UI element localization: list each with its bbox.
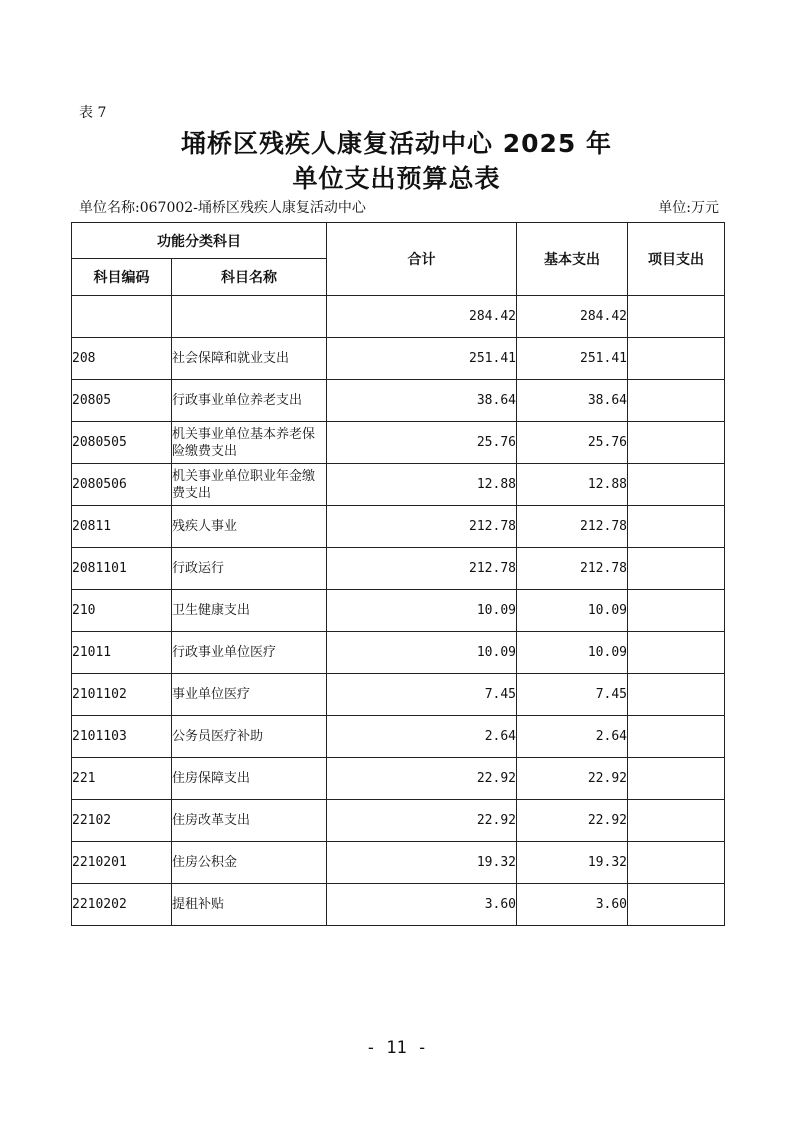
basic-expenditure-cell: 3.60 xyxy=(517,884,628,926)
table-row xyxy=(72,338,725,380)
header-total: 合计 xyxy=(327,223,517,296)
subject-code-cell xyxy=(72,296,172,338)
unit-info-line xyxy=(79,197,719,217)
total-cell: 3.60 xyxy=(327,884,517,926)
basic-expenditure-cell: 38.64 xyxy=(517,380,628,422)
subject-name-cell: 住房保障支出 xyxy=(172,758,327,800)
basic-expenditure-cell: 7.45 xyxy=(517,674,628,716)
project-expenditure-cell xyxy=(628,422,725,464)
header-subject-name: 科目名称 xyxy=(172,259,327,296)
table-row xyxy=(72,674,725,716)
subject-name-cell: 行政事业单位养老支出 xyxy=(172,380,327,422)
table-row xyxy=(72,548,725,590)
basic-expenditure-cell: 2.64 xyxy=(517,716,628,758)
subject-code-cell: 21011 xyxy=(72,632,172,674)
project-expenditure-cell xyxy=(628,548,725,590)
subject-code-cell: 2210201 xyxy=(72,842,172,884)
header-subject-code: 科目编码 xyxy=(72,259,172,296)
subject-code-cell: 2081101 xyxy=(72,548,172,590)
subject-code-cell: 221 xyxy=(72,758,172,800)
total-cell: 212.78 xyxy=(327,506,517,548)
project-expenditure-cell xyxy=(628,380,725,422)
table-row xyxy=(72,464,725,506)
budget-table xyxy=(71,222,725,926)
project-expenditure-cell xyxy=(628,506,725,548)
table-row xyxy=(72,884,725,926)
total-cell: 251.41 xyxy=(327,338,517,380)
document-title: 埇桥区残疾人康复活动中心 2025 年 xyxy=(181,129,612,158)
basic-expenditure-cell: 19.32 xyxy=(517,842,628,884)
subject-name-cell: 住房公积金 xyxy=(172,842,327,884)
basic-expenditure-cell: 284.42 xyxy=(517,296,628,338)
basic-expenditure-cell: 12.88 xyxy=(517,464,628,506)
unit-name: 单位名称:067002-埇桥区残疾人康复活动中心 xyxy=(79,200,366,216)
subject-name-cell: 行政运行 xyxy=(172,548,327,590)
project-expenditure-cell xyxy=(628,800,725,842)
basic-expenditure-cell: 10.09 xyxy=(517,590,628,632)
table-row xyxy=(72,716,725,758)
subject-code-cell: 2080506 xyxy=(72,464,172,506)
total-cell: 19.32 xyxy=(327,842,517,884)
subject-code-cell: 2080505 xyxy=(72,422,172,464)
subject-code-cell: 2101103 xyxy=(72,716,172,758)
basic-expenditure-cell: 212.78 xyxy=(517,506,628,548)
subject-code-cell: 2101102 xyxy=(72,674,172,716)
basic-expenditure-cell: 22.92 xyxy=(517,758,628,800)
document-subtitle: 单位支出预算总表 xyxy=(292,164,501,193)
project-expenditure-cell xyxy=(628,884,725,926)
header-basic-expenditure: 基本支出 xyxy=(517,223,628,296)
basic-expenditure-cell: 22.92 xyxy=(517,800,628,842)
subject-name-cell: 机关事业单位基本养老保险缴费支出 xyxy=(172,422,327,464)
project-expenditure-cell xyxy=(628,464,725,506)
total-cell: 10.09 xyxy=(327,632,517,674)
total-cell: 212.78 xyxy=(327,548,517,590)
total-cell: 22.92 xyxy=(327,800,517,842)
project-expenditure-cell xyxy=(628,716,725,758)
table-row xyxy=(72,422,725,464)
table-row xyxy=(72,590,725,632)
total-cell: 2.64 xyxy=(327,716,517,758)
table-row xyxy=(72,296,725,338)
subject-name-cell: 提租补贴 xyxy=(172,884,327,926)
table-row xyxy=(72,842,725,884)
subject-code-cell: 22102 xyxy=(72,800,172,842)
table-row xyxy=(72,632,725,674)
project-expenditure-cell xyxy=(628,296,725,338)
currency-unit: 单位:万元 xyxy=(658,200,719,216)
subject-code-cell: 210 xyxy=(72,590,172,632)
project-expenditure-cell xyxy=(628,590,725,632)
project-expenditure-cell xyxy=(628,338,725,380)
total-cell: 25.76 xyxy=(327,422,517,464)
subject-name-cell: 事业单位医疗 xyxy=(172,674,327,716)
subject-name-cell xyxy=(172,296,327,338)
table-row xyxy=(72,800,725,842)
total-cell: 38.64 xyxy=(327,380,517,422)
table-row xyxy=(72,380,725,422)
header-project-expenditure: 项目支出 xyxy=(628,223,725,296)
basic-expenditure-cell: 25.76 xyxy=(517,422,628,464)
project-expenditure-cell xyxy=(628,758,725,800)
subject-name-cell: 残疾人事业 xyxy=(172,506,327,548)
total-cell: 284.42 xyxy=(327,296,517,338)
basic-expenditure-cell: 251.41 xyxy=(517,338,628,380)
subject-name-cell: 公务员医疗补助 xyxy=(172,716,327,758)
subject-code-cell: 20811 xyxy=(72,506,172,548)
subject-name-cell: 社会保障和就业支出 xyxy=(172,338,327,380)
total-cell: 22.92 xyxy=(327,758,517,800)
subject-name-cell: 住房改革支出 xyxy=(172,800,327,842)
subject-code-cell: 2210202 xyxy=(72,884,172,926)
total-cell: 7.45 xyxy=(327,674,517,716)
project-expenditure-cell xyxy=(628,632,725,674)
table-number: 表 7 xyxy=(79,105,107,121)
subject-name-cell: 行政事业单位医疗 xyxy=(172,632,327,674)
total-cell: 12.88 xyxy=(327,464,517,506)
project-expenditure-cell xyxy=(628,842,725,884)
header-function-category: 功能分类科目 xyxy=(72,223,327,259)
table-row xyxy=(72,758,725,800)
basic-expenditure-cell: 10.09 xyxy=(517,632,628,674)
project-expenditure-cell xyxy=(628,674,725,716)
page-number: - 11 - xyxy=(365,1038,428,1058)
subject-name-cell: 卫生健康支出 xyxy=(172,590,327,632)
subject-name-cell: 机关事业单位职业年金缴费支出 xyxy=(172,464,327,506)
table-row xyxy=(72,506,725,548)
subject-code-cell: 208 xyxy=(72,338,172,380)
basic-expenditure-cell: 212.78 xyxy=(517,548,628,590)
subject-code-cell: 20805 xyxy=(72,380,172,422)
total-cell: 10.09 xyxy=(327,590,517,632)
